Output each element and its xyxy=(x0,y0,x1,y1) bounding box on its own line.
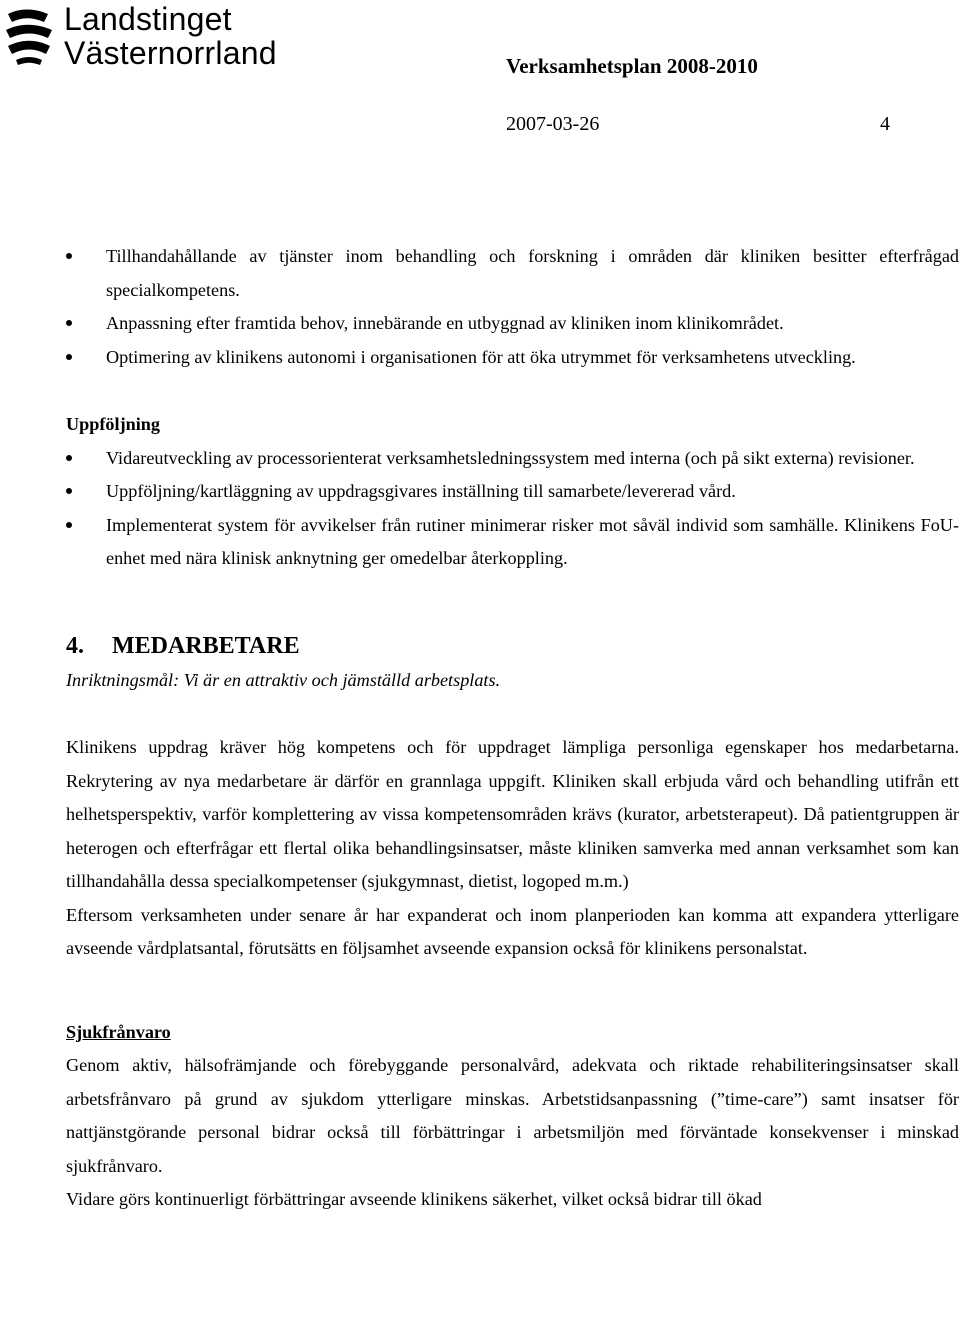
list-item: Optimering av klinikens autonomi i organisationen för att öka utrymmet för verksamhetens utveckling. xyxy=(66,341,959,375)
body-paragraph: Klinikens uppdrag kräver hög kompetens och för uppdraget lämpliga personliga egenskaper hos medarbetarna. Rekrytering av nya medarbetare är därför en grannlaga uppgift. Kliniken skall erbjuda vård och behandling utifrån ett helhetsperspektiv, varför komplettering av vissa kompetensområden krävs (kurator, arbetsterapeut). Då patientgruppen är heterogen och efterfrågar ett flertal olika behandlingsinsatser, måste kliniken samverka med annan verksamhet som kan tillhandahålla dessa specialkompetenser (sjukgymnast, dietist, logoped m.m.) xyxy=(66,737,959,891)
body-paragraph: Genom aktiv, hälsofrämjande och förebyggande personalvård, adekvata och riktade rehabiliteringsinsatser skall arbetsfrånvaro på grund av sjukdom ytterligare minskas. Arbetstidsanpassning (”time-care”) samt insatser för nattjänstgörande personal bidrar också till förbättringar i arbetsmiljön med förväntade konsekvenser i minskad sjukfrånvaro. xyxy=(66,1055,959,1176)
list-item: Anpassning efter framtida behov, innebärande en utbyggnad av kliniken inom klinikområdet. xyxy=(66,307,959,341)
section-heading xyxy=(66,628,959,664)
goals-bullet-list xyxy=(66,240,959,374)
page-number: 4 xyxy=(880,113,890,135)
org-name-line1: Landstinget xyxy=(64,1,232,37)
section-title: MEDARBETARE xyxy=(112,632,300,659)
list-item: Tillhandahållande av tjänster inom behandling och forskning i områden där kliniken besitter efterfrågad specialkompetens. xyxy=(66,240,959,307)
logo-wordmark xyxy=(64,2,277,70)
body-paragraph: Eftersom verksamheten under senare år har expanderat och inom planperioden kan komma att expandera ytterligare avseende vårdplatsantal, förutsätts en följsamhet avseende expansion också för klinikens personalstat. xyxy=(66,904,959,958)
list-item: Uppföljning/kartläggning av uppdragsgivares inställning till samarbete/levererad vård. xyxy=(66,475,959,509)
landstinget-emblem-icon xyxy=(4,8,56,66)
sick-leave-heading: Sjukfrånvaro xyxy=(66,1021,171,1042)
body-paragraph: Vidare görs kontinuerligt förbättringar avseende klinikens säkerhet, vilket också bidrar till ökad xyxy=(66,1189,762,1209)
followup-heading: Uppföljning xyxy=(66,414,161,434)
landstinget-logo xyxy=(0,0,300,72)
document-date: 2007-03-26 xyxy=(506,113,600,135)
section-number: 4. xyxy=(66,632,84,659)
section-goal: Inriktningsmål: Vi är en attraktiv och jämställd arbetsplats. xyxy=(66,669,501,690)
document-title: Verksamhetsplan 2008-2010 xyxy=(506,54,758,78)
org-name-line2: Västernorrland xyxy=(64,35,277,71)
followup-bullet-list xyxy=(66,442,959,576)
document-body xyxy=(66,240,959,1217)
list-item: Implementerat system för avvikelser från rutiner minimerar risker mot såväl individ som samhälle. Klinikens FoU-enhet med nära klinisk anknytning ger omedelbar återkoppling. xyxy=(66,509,959,576)
list-item: Vidareutveckling av processorienterat verksamhetsledningssystem med interna (och på sikt externa) revisioner. xyxy=(66,442,959,476)
